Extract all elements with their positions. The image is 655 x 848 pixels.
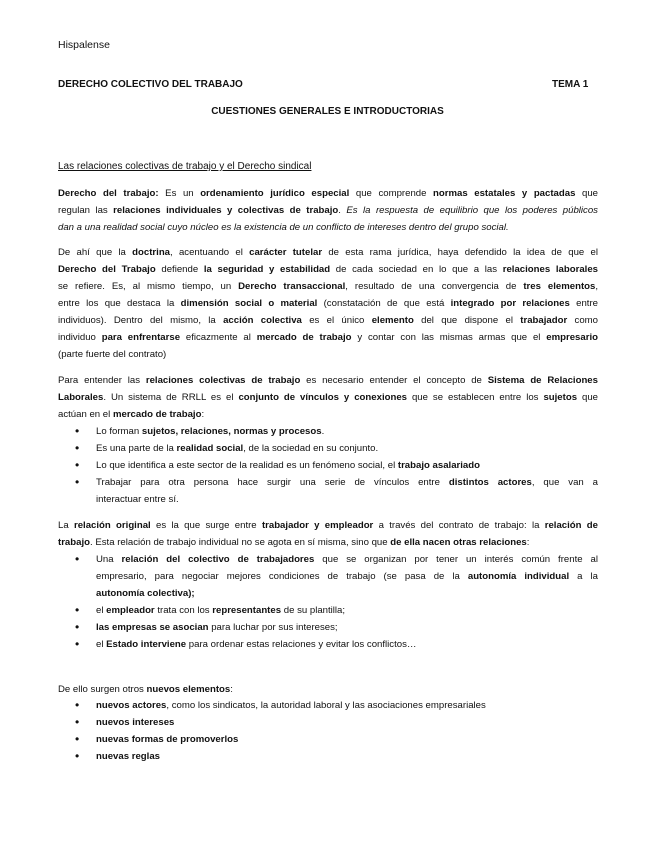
document-subtitle: CUESTIONES GENERALES E INTRODUCTORIAS <box>211 106 444 117</box>
paragraph-new-elements: De ello surgen otros nuevos elementos: <box>58 684 233 695</box>
new-elements-list <box>58 697 598 765</box>
list-item: • Lo forman sujetos, relaciones, normas y procesos. <box>58 423 598 440</box>
list-item: • nuevas reglas <box>58 748 598 765</box>
institution-name: Hispalense <box>58 39 110 51</box>
list-item: • Trabajar para otra persona hace surgir una serie de vínculos entre distintos actores, que van a interactuar entre sí. <box>58 474 598 508</box>
list-item: • el Estado interviene para ordenar estas relaciones y evitar los conflictos… <box>58 636 598 653</box>
list-item: • Una relación del colectivo de trabajadores que se organizan por tener un interés común frente al empresario, para negociar mejores condiciones de trabajo (se pasa de la autonomía individual a la autonomía colectiva); <box>58 551 598 602</box>
paragraph-doctrine: De ahí que la doctrina, acentuando el carácter tutelar de esta rama jurídica, haya defendido la idea de que el Derecho del Trabajo defiende la seguridad y estabilidad de cada sociedad en lo que a las relaciones laborales se refiere. Es, al mismo tiempo, un Derecho transaccional, resultado de una convergencia de tres elementos, entre los que destaca la dimensión social o material (constatación de que está integrado por relaciones entre individuos). Dentro del mismo, la acción colectiva es el único elemento del que dispone el trabajador como individuo para enfrentarse eficazmente al mercado de trabajo y contar con las mismas armas que el empresario (parte fuerte del contrato) <box>58 247 599 360</box>
list-item: • Es una parte de la realidad social, de la sociedad en su conjunto. <box>58 440 598 457</box>
derived-relations-list <box>58 551 598 653</box>
topic-label: TEMA 1 <box>552 79 589 90</box>
list-item: • nuevas formas de promoverlos <box>58 731 598 748</box>
paragraph-original-relation: La relación original es la que surge entre trabajador y empleador a través del contrato de trabajo: la relación de trabajo. Esta relación de trabajo individual no se agota en sí misma, sino que de ella nacen otras relaciones: <box>58 520 598 548</box>
list-item: • nuevos actores, como los sindicatos, la autoridad laboral y las asociaciones empresariales <box>58 697 598 714</box>
list-item: • las empresas se asocian para luchar por sus intereses; <box>58 619 598 636</box>
list-item: • Lo que identifica a este sector de la realidad es un fenómeno social, el trabajo asalariado <box>58 457 598 474</box>
paragraph-definition: Derecho del trabajo: Es un ordenamiento jurídico especial que comprende normas estatales y pactadas que regulan las relaciones individuales y colectivas de trabajo. Es la respuesta de equilibrio que los poderes públicos dan a una realidad social cuyo núcleo es la existencia de un conflicto de intereses dentro del grupo social. <box>58 188 599 233</box>
list-item: • nuevos intereses <box>58 714 598 731</box>
list-item: • el empleador trata con los representantes de su plantilla; <box>58 602 598 619</box>
section-title: Las relaciones colectivas de trabajo y el Derecho sindical <box>58 161 312 172</box>
paragraph-system: Para entender las relaciones colectivas de trabajo es necesario entender el concepto de Sistema de Relaciones Laborales. Un sistema de RRLL es el conjunto de vínculos y conexiones que se establecen entre los sujetos que actúan en el mercado de trabajo: <box>58 375 598 420</box>
course-title: DERECHO COLECTIVO DEL TRABAJO <box>58 79 243 90</box>
system-features-list <box>58 423 598 508</box>
